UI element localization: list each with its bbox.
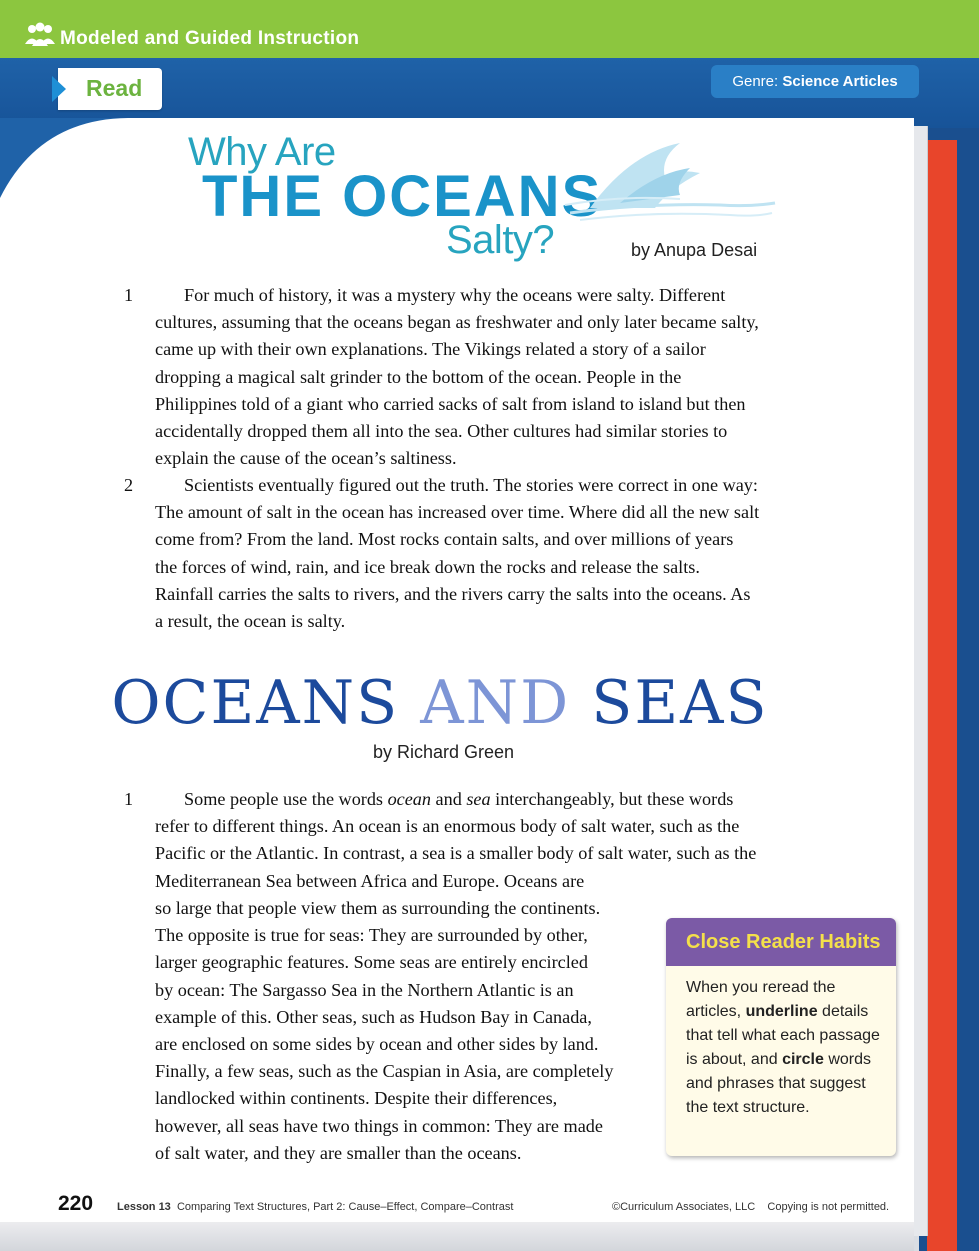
article1-title-line2: THE OCEANS [202,164,603,229]
page-edge [914,126,928,1236]
copyright: ©Curriculum Associates, LLC Copying is not permitted. [612,1201,890,1213]
article1-paragraph-1: For much of history, it was a mystery why the oceans were salty. Different cultures, assuming that the oceans began as freshwater and only later became salty, came up with their own explanations. The Vikings related a story of a sailor dropping a magical salt grinder to the bottom of the ocean. People in the Philippines told of a giant who carried sacks of salt from island to island but then accidentally dropped them all into the sea. Other cultures had similar stories to explain the cause of the ocean’s saltiness. [155,285,759,469]
close-reader-habits-text: When you reread the articles, underline details that tell what each passage is about, and circle words and phrases that suggest the text structure. [686,979,880,1116]
lesson-info: Lesson 13 Comparing Text Structures, Part 2: Cause–Effect, Compare–Contrast [117,1201,514,1213]
read-tab [58,68,162,110]
article2-paragraph-1-continued: so large that people view them as surrounding the continents. The opposite is true for seas: They are surrounded by other, larger geographic features. Some seas are entirely encircled by ocean: The Sargasso Sea in the Northern Atlantic is an example of this. Other seas, such as Hudson Bay in Canada, are enclosed on some sides by ocean and other sides by land. Finally, a few seas, such as the Caspian in Asia, are completely landlocked within continents. Despite their differences, however, all seas have two things in common: They are made of salt water, and they are smaller than the oceans. [155,898,614,1163]
page-footer [0,1192,914,1222]
article2-title: OCEANS AND SEAS [111,668,769,738]
paragraph-number: 1 [124,285,134,305]
article1-title-line3: Salty? [446,218,555,262]
section-title: Modeled and Guided Instruction [60,28,360,49]
genre-badge [711,65,919,98]
page-stack-bottom [0,1222,914,1251]
article2-byline: by Richard Green [373,742,515,762]
article2-paragraph-1: Some people use the words ocean and sea interchangeably, but these words refer to different things. An ocean is an enormous body of salt water, such as the Pacific or the Atlantic. In contrast, a sea is a smaller body of salt water, such as the Mediterranean Sea between Africa and Europe. Oceans are [155,789,757,891]
article1-byline: by Anupa Desai [631,240,758,260]
arrow-icon [52,76,66,102]
read-tab-label: Read [86,75,143,101]
article1-title-line1: Why Are [188,130,336,174]
people-icon [24,22,56,48]
section-header-bar [0,0,979,58]
close-reader-habits-title: Close Reader Habits [666,918,896,966]
paragraph-number: 1 [124,789,134,809]
close-reader-habits-box [666,918,896,1156]
genre-value: Science Articles [782,73,898,90]
paragraph-number: 2 [124,475,134,495]
wave-icon [560,133,780,228]
page-edge-red [927,140,957,1251]
page-number: 220 [58,1192,94,1215]
genre-prefix: Genre: [732,73,779,90]
article1-paragraph-2: Scientists eventually figured out the truth. The stories were correct in one way: The amount of salt in the ocean has increased over time. Where did all the new salt come from? From the land. Most rocks contain salts, and over millions of years the forces of wind, rain, and ice break down the rocks and release the salts. Rainfall carries the salts to rivers, and the rivers carry the salts into the oceans. As a result, the ocean is salty. [155,475,760,632]
